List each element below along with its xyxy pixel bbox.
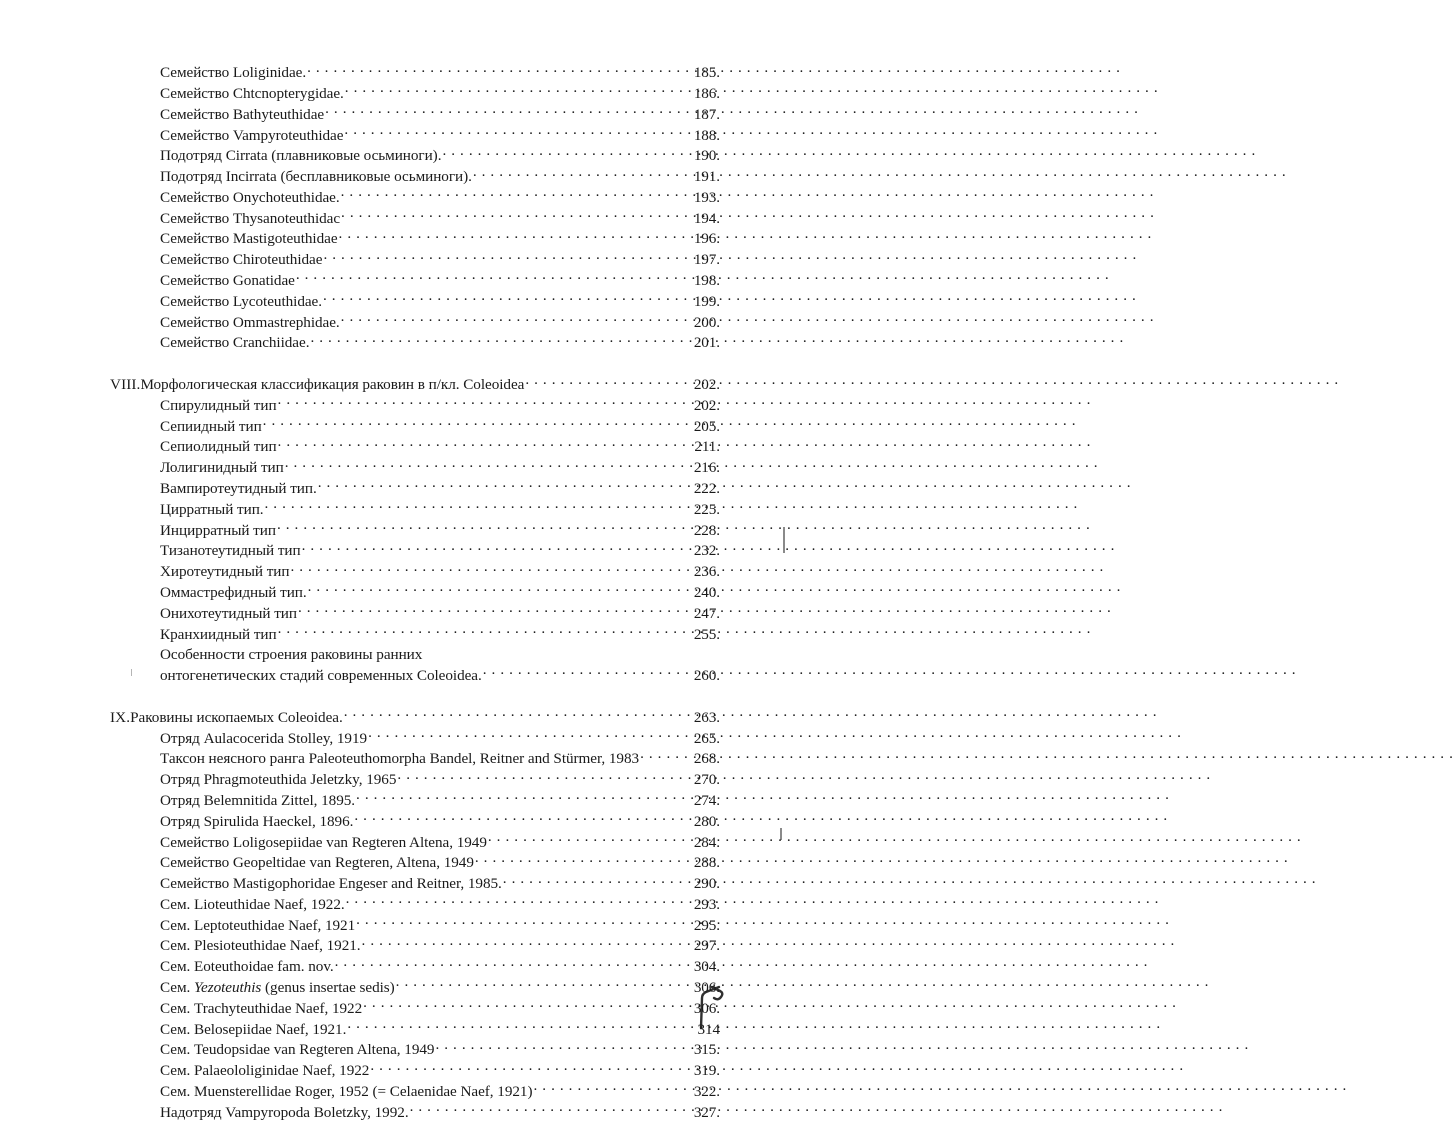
toc-entry-label: Сепиидный тип [160, 418, 262, 437]
toc-page-number: 200. [686, 314, 720, 333]
dot-leader [335, 956, 685, 971]
toc-page-number: 222. [686, 480, 720, 499]
dot-leader [525, 374, 685, 389]
dot-leader [483, 665, 685, 680]
dot-leader [396, 977, 685, 992]
toc-entry-label: Сем. Plesioteuthidae Naef, 1921. [160, 937, 361, 956]
toc-entry-label: Лолигинидный тип [160, 459, 284, 478]
dot-leader [339, 228, 685, 243]
dot-leader [325, 104, 685, 119]
toc-entry-label: Семейство Loliginidae. [160, 64, 306, 83]
toc-entry-label: Онихотеутидный тип [160, 605, 297, 624]
toc-page-number: 260. [686, 667, 720, 686]
toc-entry-label: Особенности строения раковины ранних [160, 646, 422, 665]
toc-page-number: 236. [686, 563, 720, 582]
toc-entry-label: Цирратный тип. [160, 501, 264, 520]
toc-entry-label: Сем. Muensterellidae Roger, 1952 (= Celaenidae Naef, 1921) [160, 1083, 532, 1102]
toc-entry-label: Тизанотеутидный тип [160, 542, 301, 561]
toc-entry[interactable] [110, 727, 720, 748]
toc-entry-label: Сем. Eoteuthoidae fam. nov. [160, 958, 334, 977]
margin-scan-mark-lower [780, 828, 782, 840]
dot-leader [308, 582, 685, 597]
toc-entry[interactable] [110, 623, 720, 644]
handwritten-annotation-icon [693, 984, 737, 1032]
toc-entry-label: Семейство Chiroteuthidae [160, 251, 322, 270]
toc-entry-label: Семейство Onychoteuthidae. [160, 189, 340, 208]
toc-page-number: 270. [686, 771, 720, 790]
toc-entry-label: Сем. Teudopsidae van Regteren Altena, 1949 [160, 1041, 434, 1060]
toc-page-number: 197. [686, 251, 720, 270]
toc-entry-label: Семейство Bathyteuthidae [160, 106, 324, 125]
dot-leader [397, 769, 685, 784]
toc-page-number: 306. [686, 1000, 720, 1019]
dot-leader [503, 873, 685, 888]
toc-entry[interactable] [110, 332, 720, 353]
dot-leader [278, 623, 685, 638]
toc-page-number: 280. [686, 813, 720, 832]
toc-entry-label: Подотряд Cirrata (плавниковые осьминоги). [160, 147, 441, 166]
toc-page-number: 297. [686, 937, 720, 956]
toc-entry-label: Семейство Thysanoteuthidac [160, 210, 340, 229]
dot-leader [277, 519, 685, 534]
toc-entry-label: Таксон неясного ранга Paleoteuthomorpha Bandel, Reitner and Stürmer, 1983 [160, 750, 639, 769]
toc-entry-label: Отряд Phragmoteuthida Jeletzky, 1965 [160, 771, 396, 790]
toc-entry-label: Сем. Yezoteuthis (genus insertae sedis) [160, 979, 395, 998]
toc-page-number: 327. [686, 1104, 720, 1122]
toc-page-number: 293. [686, 896, 720, 915]
dot-leader [344, 707, 685, 722]
dot-leader [323, 249, 685, 264]
toc-page-number: 202. [686, 376, 720, 395]
dot-leader [410, 1102, 685, 1117]
toc-entry-label: Семейство Cranchiidae. [160, 334, 309, 353]
toc-page-number: 306. [686, 979, 720, 998]
dot-leader [363, 998, 685, 1013]
toc-entry-label: Вампиротеутидный тип. [160, 480, 317, 499]
toc-page-number: 268. [686, 750, 720, 769]
toc-page-number: 187. [686, 106, 720, 125]
toc-entry-label: Спирулидный тип [160, 397, 277, 416]
toc-entry-label: Семейство Geopeltidae van Regteren, Altena, 1949 [160, 854, 474, 873]
dot-leader [310, 332, 685, 347]
toc-page-number: 185. [686, 64, 720, 83]
margin-scan-mark-upper [783, 527, 785, 553]
dot-leader [362, 935, 685, 950]
dot-leader [356, 790, 685, 805]
toc-entry-label: Сем. Leptoteuthidae Naef, 1921 [160, 917, 355, 936]
dot-leader [346, 894, 685, 909]
toc-entry-label: Семейство Loligosepiidae van Regteren Altena, 1949 [160, 834, 487, 853]
toc-page-number: 247. [686, 605, 720, 624]
toc-page-number: 319. [686, 1062, 720, 1081]
toc-page-number: 290. [686, 875, 720, 894]
toc-entry-label: Отряд Spirulida Haeckel, 1896. [160, 813, 353, 832]
dot-leader [341, 311, 685, 326]
toc-entry-label: Семейство Chtcnopterygidae. [160, 85, 344, 104]
toc-page-number: 194. [686, 210, 720, 229]
dot-leader [302, 540, 685, 555]
toc-page-number: 274. [686, 792, 720, 811]
toc-page-number: 265. [686, 730, 720, 749]
taxon-name-italic: Yezoteuthis [194, 979, 261, 996]
toc-entry-label: Семейство Ommastrephidae. [160, 314, 340, 333]
toc-entry-label: Сем. Belosepiidae Naef, 1921. [160, 1021, 346, 1040]
toc-entry-label: Семейство Mastigophoridae Engeser and Reitner, 1985. [160, 875, 502, 894]
toc-page-number: 225. [686, 501, 720, 520]
toc-page-number: 240. [686, 584, 720, 603]
dot-leader [285, 457, 685, 472]
toc-entry-label: Кранхиидный тип [160, 626, 277, 645]
dot-leader [307, 62, 685, 77]
dot-leader [488, 831, 685, 846]
dot-leader [533, 1081, 685, 1096]
dot-leader [341, 207, 685, 222]
toc-entry-label: Хиротеутидный тип [160, 563, 289, 582]
toc-entry-label: Семейство Lycoteuthidae. [160, 293, 322, 312]
toc-page-number: 263. [686, 709, 720, 728]
toc-entry-label: Отряд Aulacocerida Stolley, 1919 [160, 730, 367, 749]
toc-page-number: 211. [686, 438, 720, 457]
toc-page-number: 193. [686, 189, 720, 208]
toc-page-number: 288. [686, 854, 720, 873]
dot-leader [323, 291, 685, 306]
dot-leader [442, 145, 685, 160]
toc-entry-label: Семейство Vampyroteuthidae [160, 127, 343, 146]
toc-entry[interactable] [110, 665, 720, 686]
dot-leader [370, 1060, 685, 1075]
toc-page-number: 196. [686, 230, 720, 249]
toc-page-number: 232. [686, 542, 720, 561]
section-title: Раковины ископаемых Coleoidea. [130, 709, 343, 728]
toc-page-number: 205. [686, 418, 720, 437]
dot-leader [368, 727, 685, 742]
toc-page-number: 202. [686, 397, 720, 416]
dot-leader [435, 1039, 685, 1054]
dot-leader [356, 914, 685, 929]
toc-entry-label: Сепиолидный тип [160, 438, 277, 457]
toc-entry-label: Отряд Belemnitida Zittel, 1895. [160, 792, 355, 811]
section-title: Морфологическая классификация раковин в п/кл. Coleoidea [140, 376, 524, 395]
dot-leader [473, 166, 685, 181]
dot-leader [344, 124, 685, 139]
dot-leader [278, 395, 685, 410]
dot-leader [290, 561, 685, 576]
toc-entry-label: Подотряд Incirrata (бесплавниковые осьминоги). [160, 168, 472, 187]
margin-scan-mark-left [131, 669, 132, 676]
toc-page-number: 255. [686, 626, 720, 645]
toc-page-number: 198. [686, 272, 720, 291]
toc-entry-label: Семейство Gonatidae [160, 272, 295, 291]
dot-leader [263, 416, 685, 431]
toc-page-number: 186. [686, 85, 720, 104]
dot-leader [341, 187, 685, 202]
toc-entry-label: Сем. Trachyteuthidae Naef, 1922 [160, 1000, 362, 1019]
toc-entry-label: Сем. Palaeololiginidae Naef, 1922 [160, 1062, 369, 1081]
toc-entry-label: Оммастрефидный тип. [160, 584, 307, 603]
dot-leader [423, 644, 685, 659]
toc-page-number: 199. [686, 293, 720, 312]
toc-page-number: 322. [686, 1083, 720, 1102]
toc-page-number: 315. [686, 1041, 720, 1060]
toc-page-number: 314 [686, 1021, 720, 1040]
toc-page-number: 191. [686, 168, 720, 187]
toc-entry-label: Семейство Mastigoteuthidae [160, 230, 338, 249]
toc-entry-label: Сем. Lioteuthidae Naef, 1922. [160, 896, 345, 915]
dot-leader [265, 499, 685, 514]
dot-leader [278, 436, 685, 451]
toc-page-number: 201. [686, 334, 720, 353]
dot-leader [347, 1018, 685, 1033]
table-of-contents [110, 62, 720, 1122]
dot-leader [475, 852, 685, 867]
section-numeral: IX. [110, 709, 130, 728]
dot-leader [298, 603, 685, 618]
dot-leader [354, 811, 685, 826]
toc-entry-label: Инцирратный тип [160, 522, 276, 541]
dot-leader [640, 748, 685, 763]
toc-entry-label: онтогенетических стадий современных Coleoidea. [160, 667, 482, 686]
toc-entry[interactable] [110, 1102, 720, 1122]
dot-leader [345, 83, 685, 98]
toc-page-number: 284. [686, 834, 720, 853]
toc-page-number: 216. [686, 459, 720, 478]
toc-page-number: 228. [686, 522, 720, 541]
toc-page-number: 190. [686, 147, 720, 166]
toc-page-number: 188. [686, 127, 720, 146]
dot-leader [296, 270, 685, 285]
toc-page-number: 295. [686, 917, 720, 936]
toc-page-number: 304. [686, 958, 720, 977]
dot-leader [318, 478, 685, 493]
toc-entry-label: Надотряд Vampyropoda Boletzky, 1992. [160, 1104, 409, 1122]
section-numeral: VIII. [110, 376, 140, 395]
